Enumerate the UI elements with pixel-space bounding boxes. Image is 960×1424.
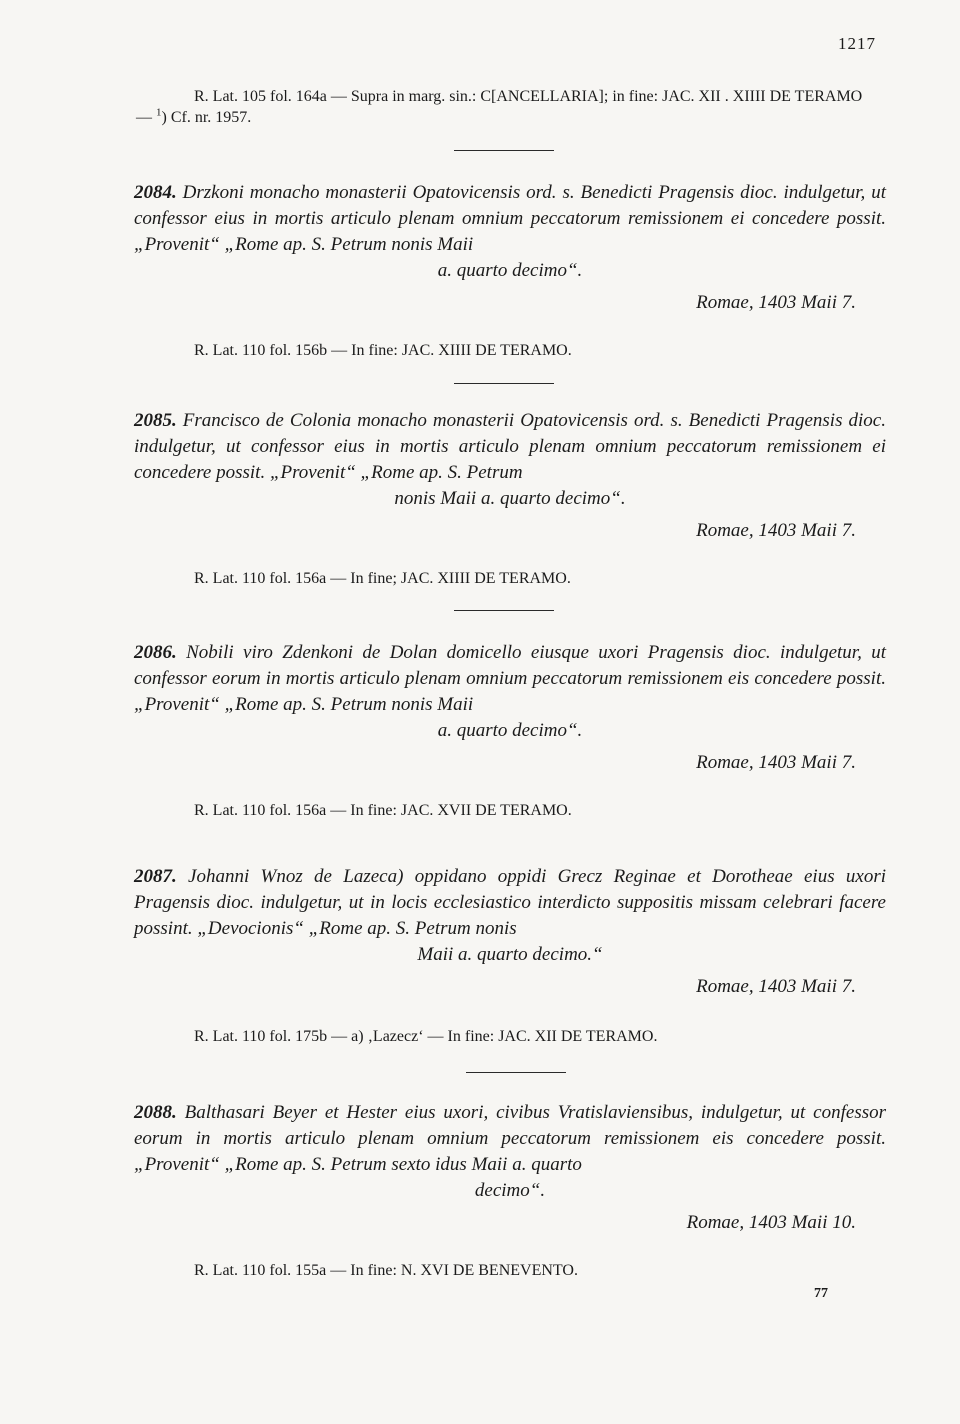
entry-date: Romae, 1403 Maii 7. — [696, 292, 856, 313]
entry-note: R. Lat. 110 fol. 175b — a) ‚Lazecz‘ — In fine: JAC. XII DE TERAMO. — [194, 1028, 658, 1045]
entry-2088 — [134, 1100, 886, 1204]
entry-date: Romae, 1403 Maii 10. — [686, 1212, 856, 1233]
entry-2085 — [134, 408, 886, 512]
entry-note: R. Lat. 110 fol. 155a — In fine: N. XVI DE BENEVENTO. — [194, 1262, 578, 1279]
entry-note: R. Lat. 110 fol. 156a — In fine: JAC. XVII DE TERAMO. — [194, 802, 572, 819]
signature-mark: 77 — [814, 1286, 828, 1301]
entry-number: 2087. — [134, 866, 177, 887]
entry-2087 — [134, 864, 886, 968]
entry-number: 2088. — [134, 1102, 177, 1123]
entry-note: R. Lat. 110 fol. 156b — In fine: JAC. XIIII DE TERAMO. — [194, 342, 572, 359]
entry-last-line: a. quarto decimo“. — [437, 720, 583, 741]
entry-2084 — [134, 180, 886, 284]
separator-rule — [454, 383, 554, 384]
separator-rule — [466, 1072, 566, 1073]
separator-rule — [454, 610, 554, 611]
page-number: 1217 — [838, 34, 876, 53]
entry-number: 2084. — [134, 182, 177, 203]
top-footnote — [136, 86, 876, 128]
top-note-sup: 1 — [156, 106, 162, 119]
entry-number: 2085. — [134, 410, 177, 431]
entry-date: Romae, 1403 Maii 7. — [696, 520, 856, 541]
entry-number: 2086. — [134, 642, 177, 663]
entry-date: Romae, 1403 Maii 7. — [696, 752, 856, 773]
entry-date: Romae, 1403 Maii 7. — [696, 976, 856, 997]
entry-body: Nobili viro Zdenkoni de Dolan domicello eiusque uxori Pragensis dioc. indulgetur, ut confessor eorum in mortis articulo plenam omnium peccatorum remissionem eis concedere possit. „Provenit“ „Rome ap. S. Petrum nonis Maii — [134, 642, 886, 715]
top-note-tail: ) Cf. nr. 1957. — [161, 109, 252, 126]
separator-rule — [454, 150, 554, 151]
entry-last-line: nonis Maii a. quarto decimo“. — [394, 488, 626, 509]
entry-body: Johanni Wnoz de Lazeca) oppidano oppidi Grecz Reginae et Dorotheae eius uxori Pragensis dioc. indulgetur, ut in locis ecclesiastico interdicto suppositis missam celebrari facere possint. „Devocionis“ „Rome ap. S. Petrum nonis — [134, 866, 886, 939]
entry-last-line: decimo“. — [474, 1180, 546, 1201]
top-note-text: R. Lat. 105 fol. 164a — Supra in marg. sin.: C[ANCELLARIA]; in fine: JAC. XII . XIIII DE TERAMO — — [136, 88, 863, 126]
entry-2086 — [134, 640, 886, 744]
entry-body: Francisco de Colonia monacho monasterii Opatovicensis ord. s. Benedicti Pragensis dioc. indulgetur, ut confessor eius in mortis articulo plenam omnium peccatorum remissionem ei concedere possit. „Provenit“ „Rome ap. S. Petrum — [134, 410, 886, 483]
entry-last-line: a. quarto decimo“. — [437, 260, 583, 281]
entry-body: Drzkoni monacho monasterii Opatovicensis ord. s. Benedicti Pragensis dioc. indulgetur, ut confessor eius in mortis articulo plenam omnium peccatorum remissionem ei concedere possit. „Provenit“ „Rome ap. S. Petrum nonis Maii — [134, 182, 886, 255]
entry-note: R. Lat. 110 fol. 156a — In fine; JAC. XIIII DE TERAMO. — [194, 570, 571, 587]
entry-body: Balthasari Beyer et Hester eius uxori, civibus Vratislaviensibus, indulgetur, ut confessor eorum in mortis articulo plenam omnium peccatorum remissionem eis concedere possit. „Provenit“ „Rome ap. S. Petrum sexto idus Maii a. quarto — [134, 1102, 886, 1175]
entry-last-line: Maii a. quarto decimo.“ — [417, 944, 603, 965]
